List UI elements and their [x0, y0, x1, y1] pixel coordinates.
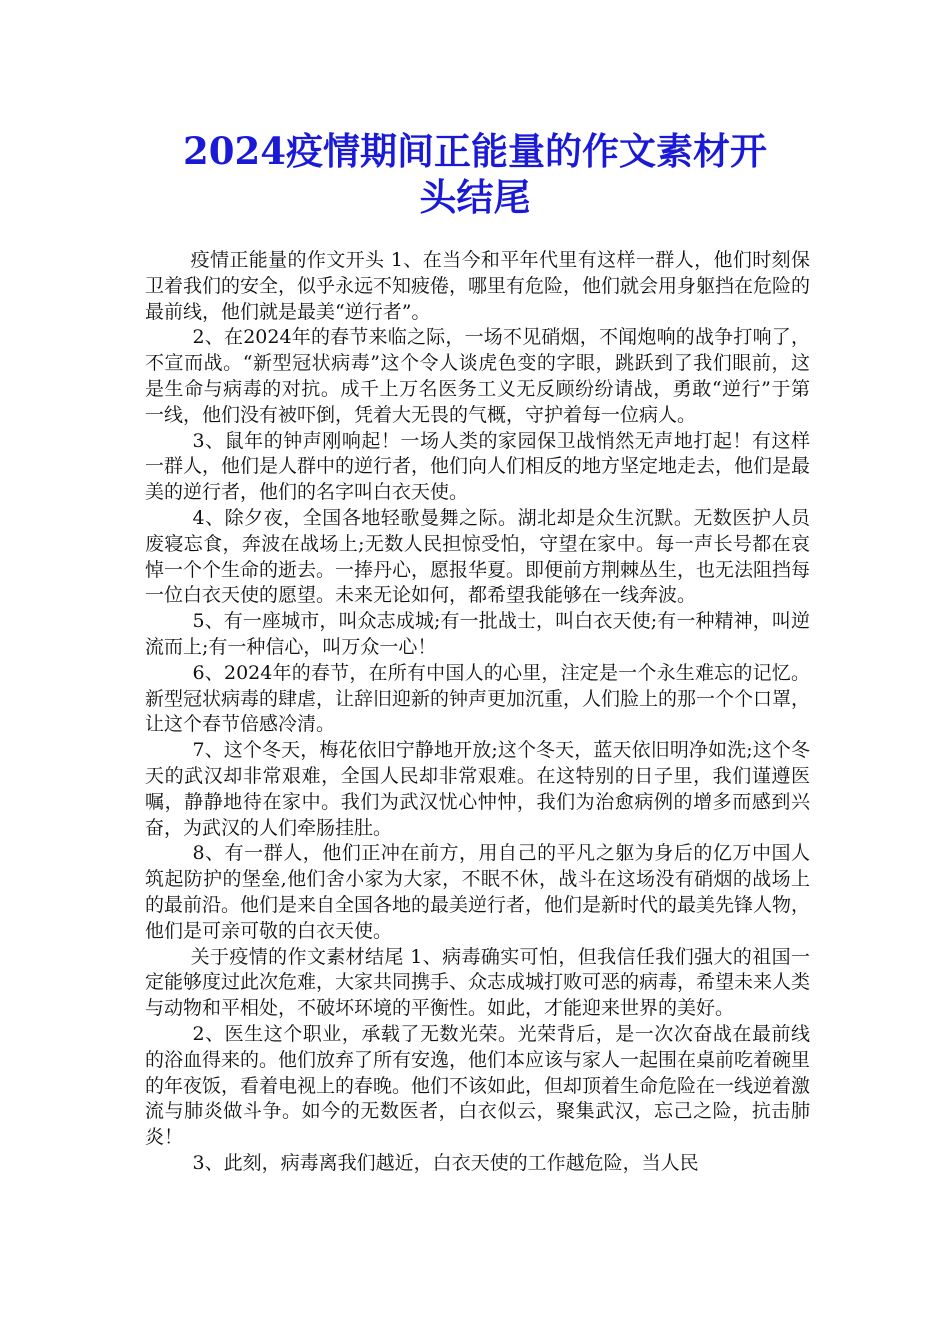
paragraph-opening-1: 疫情正能量的作文开头 1、在当今和平年代里有这样一群人，他们时刻保卫着我们的安全，似乎永远不知疲倦，哪里有危险，他们就会用身躯挡在危险的最前线，他们就是最美“逆行者”。 [145, 249, 811, 323]
paragraph-opening-7: 7、这个冬天，梅花依旧宁静地开放;这个冬天，蓝天依旧明净如洗;这个冬天的武汉却非常艰难，全国人民却非常艰难。在这特别的日子里，我们谨遵医嘱，静静地待在家中。我们为武汉忧心忡忡，我们为治愈病例的增多而感到兴奋，为武汉的人们牵肠挂肚。 [145, 739, 810, 839]
paragraph-opening-8: 8、有一群人，他们正冲在前方，用自己的平凡之躯为身后的亿万中国人筑起防护的堡垒,他们舍小家为大家，不眠不休，战斗在这场没有硝烟的战场上的最前沿。他们是来自全国各地的最美逆行者，他们是新时代的最美先锋人物，他们是可亲可敬的白衣天使。 [145, 842, 811, 942]
title-line-2: 头结尾 [419, 175, 531, 219]
title-line-1: 2024疫情期间正能量的作文素材开 [183, 129, 767, 173]
paragraph-opening-2: 2、在2024年的春节来临之际，一场不见硝烟，不闻炮响的战争打响了，不宣而战。“新型冠状病毒”这个令人谈虎色变的字眼，跳跃到了我们眼前，这是生命与病毒的对抗。成千上万名医务工义无反顾纷纷请战，勇敢“逆行”于第一线，他们没有被吓倒，凭着大无畏的气概，守护着每一位病人。 [145, 326, 810, 426]
paragraph-ending-2: 2、医生这个职业，承载了无数光荣。光荣背后，是一次次奋战在最前线的浴血得来的。他们放弃了所有安逸，他们本应该与家人一起围在桌前吃着碗里的年夜饭，看着电视上的春晚。他们不该如此，但却顶着生命危险在一线逆着激流与肺炎做斗争。如今的无数医者，白衣似云，聚集武汉，忘己之险，抗击肺炎！ [145, 1022, 811, 1149]
paragraph-opening-3: 3、鼠年的钟声刚响起！一场人类的家园保卫战悄然无声地打起！有这样一群人，他们是人群中的逆行者，他们向人们相反的地方坚定地走去，他们是最美的逆行者，他们的名字叫白衣天使。 [145, 429, 811, 504]
paragraph-opening-6: 6、2024年的春节，在所有中国人的心里，注定是一个永生难忘的记忆。新型冠状病毒的肆虐，让辞旧迎新的钟声更加沉重，人们脸上的那一个个口罩，让这个春节倍感冷清。 [145, 661, 811, 736]
paragraph-opening-5: 5、有一座城市，叫众志成城;有一批战士，叫白衣天使;有一种精神，叫逆流而上;有一种信心，叫万众一心！ [145, 610, 810, 658]
paragraph-ending-3: 3、此刻，病毒离我们越近，白衣天使的工作越危险，当人民 [192, 1151, 699, 1174]
paragraph-opening-4: 4、除夕夜，全国各地轻歌曼舞之际。湖北却是众生沉默。无数医护人员废寝忘食，奔波在战场上;无数人民担惊受怕，守望在家中。每一声长号都在哀悼一个个生命的逝去。一捧丹心，愿报华夏。即便前方荆棘丛生，也无法阻挡每一位白衣天使的愿望。未来无论如何，都希望我能够在一线奔波。 [145, 506, 811, 607]
document-body [145, 248, 810, 1177]
paragraph-ending-1: 关于疫情的作文素材结尾 1、病毒确实可怕，但我信任我们强大的祖国一定能够度过此次危难，大家共同携手、众志成城打败可恶的病毒，希望未来人类与动物和平相处，不破坏环境的平衡性。如此，才能迎来世界的美好。 [145, 945, 811, 1020]
document-title [120, 128, 830, 220]
